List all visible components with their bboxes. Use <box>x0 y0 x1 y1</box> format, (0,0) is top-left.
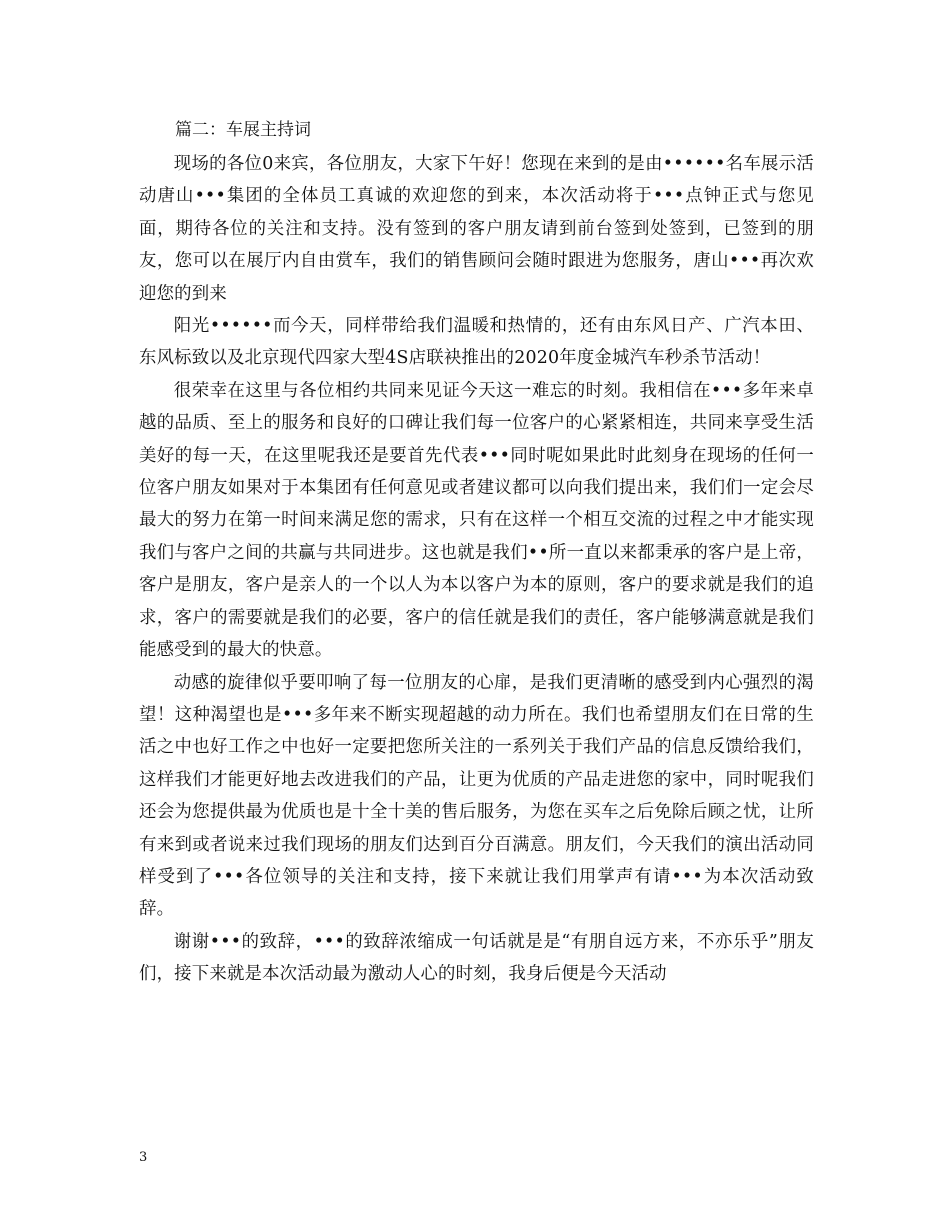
page-number: 3 <box>139 1150 148 1165</box>
paragraph-sunshine: 阳光••••••而今天，同样带给我们温暖和热情的，还有由东风日产、广汽本田、东风标致以及北京现代四家大型4S店联袂推出的2020年度金城汽车秒杀节活动！ <box>139 316 814 369</box>
paragraph-honor: 很荣幸在这里与各位相约共同来见证今天这一难忘的时刻。我相信在•••多年来卓越的品质、至上的服务和良好的口碑让我们每一位客户的心紧紧相连，共同来享受生活美好的每一天，在这里呢我还是要首先代表•••同时呢如果此时此刻身在现场的任何一位客户朋友如果对于本集团有任何意见或者建议都可以向我们提出来，我们们一定会尽最大的努力在第一时间来满足您的需求，只有在这样一个相互交流的过程之中才能实现我们与客户之间的共赢与共同进步。这也就是我们••所一直以来都秉承的客户是上帝，客户是朋友，客户是亲人的一个以人为本以客户为本的原则，客户的要求就是我们的追求，客户的需要就是我们的必要，客户的信任就是我们的责任，客户能够满意就是我们能感受到的最大的快意。 <box>139 380 814 661</box>
paragraph-welcome: 现场的各位0来宾，各位朋友，大家下午好！您现在来到的是由••••••名车展示活动唐山•••集团的全体员工真诚的欢迎您的到来，本次活动将于•••点钟正式与您见面，期待各位的关注和支持。没有签到的客户朋友请到前台签到处签到，已签到的朋友，您可以在展厅内自由赏车，我们的销售顾问会随时跟进为您服务，唐山•••再次欢迎您的到来 <box>139 154 814 304</box>
section-title: 篇二：车展主持词 <box>175 120 311 140</box>
paragraph-thanks: 谢谢•••的致辞，•••的致辞浓缩成一句话就是是“有朋自远方来，不亦乐乎”朋友们，接下来就是本次活动最为激动人心的时刻，我身后便是今天活动 <box>139 931 814 985</box>
paragraph-rhythm: 动感的旋律似乎要叩响了每一位朋友的心扉，是我们更清晰的感受到内心强烈的渴望！这种渴望也是•••多年来不断实现超越的动力所在。我们也希望朋友们在日常的生活之中也好工作之中也好一定要把您所关注的一系列关于我们产品的信息反馈给我们，这样我们才能更好地去改进我们的产品，让更为优质的产品走进您的家中，同时呢我们还会为您提供最为优质也是十全十美的售后服务，为您在买车之后免除后顾之忧，让所有来到或者说来过我们现场的朋友们达到百分百满意。朋友们，今天我们的演出活动同样受到了•••各位领导的关注和支持，接下来就让我们用掌声有请•••为本次活动致辞。 <box>139 672 814 920</box>
document-body <box>139 116 814 991</box>
